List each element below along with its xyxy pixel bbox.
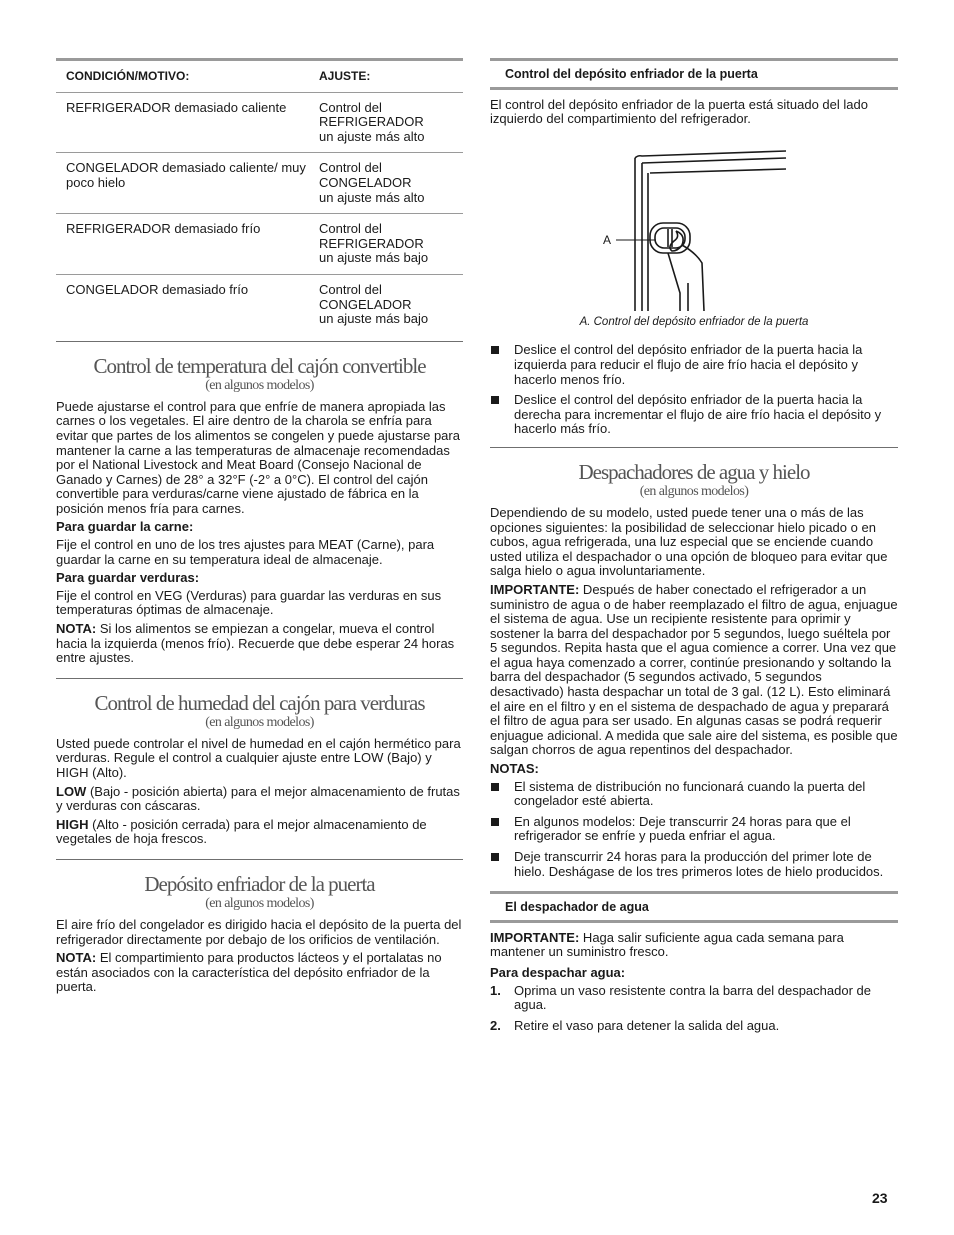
adjustment-table	[56, 58, 463, 335]
subsection-heading: Control del depósito enfriador de la puerta	[490, 58, 898, 90]
table-cell-adjustment: Control del CONGELADOR un ajuste más alto	[309, 153, 463, 214]
list-item: Deslice el control del depósito enfriador de la puerta hacia la izquierda para reducir el flujo de aire frío hacia el depósito y hacerlo menos frío.	[490, 343, 898, 387]
table-cell-condition: REFRIGERADOR demasiado caliente	[56, 92, 309, 153]
paragraph: El control del depósito enfriador de la puerta está situado del lado izquierdo del compartimiento del refrigerador.	[490, 96, 868, 127]
paragraph: Fije el control en VEG (Verduras) para guardar las verduras en sus temperaturas óptimas de almacenaje.	[56, 587, 442, 618]
subheading: Para despachar agua:	[490, 964, 626, 980]
bullet-list	[490, 343, 898, 437]
table-header: CONDICIÓN/MOTIVO:	[56, 60, 309, 93]
important-paragraph: IMPORTANTE: Después de haber conectado el refrigerador a un suministro de agua o de haber reemplazado el filtro de agua, enjuague el sistema de agua. Use un recipiente resistente para oprimir y sostener la barra del despachador por 5 segundos, luego suéltela por 5 segundos. Repita hasta que el agua comience a correr. Una vez que el agua haya comenzado a correr, continúe presionando y soltando la barra del despachador (5 segundos activado, 5 segundos desactivado) hasta despachar un total de 3 gal. (12 L). Esto eliminará el aire en el filtro y en el sistema de despachado de agua y preparará el filtro de agua para ser usado. En algunas casas se podrá requerir enjuague adicional. A medida que sale aire del sistema, es posible que salgan chorros de agua repentinos del despachador.	[490, 581, 898, 758]
list-item: Deje transcurrir 24 horas para la producción del primer lote de hielo. Deshágase de los tres primeros lotes de hielo producidos.	[490, 850, 898, 879]
section-title: Depósito enfriador de la puerta	[144, 871, 375, 896]
table-cell-adjustment: Control del REFRIGERADOR un ajuste más bajo	[309, 214, 463, 275]
paragraph-low: LOW (Bajo - posición abierta) para el mejor almacenamiento de frutas y verduras con cáscaras.	[56, 783, 460, 814]
section-convertible	[56, 341, 463, 666]
list-item: El sistema de distribución no funcionará cuando la puerta del congelador esté abierta.	[490, 780, 898, 809]
page-number: 23	[872, 1190, 888, 1206]
door-chiller-illustration	[490, 133, 898, 311]
section-subtitle: (en algunos modelos)	[205, 377, 314, 393]
figure-caption: A. Control del depósito enfriador de la puerta	[579, 315, 809, 328]
subheading: NOTAS:	[490, 761, 539, 777]
table-header-row	[56, 60, 463, 93]
left-column	[56, 58, 463, 999]
section-subtitle: (en algunos modelos)	[205, 714, 314, 730]
section-dispensers	[490, 447, 898, 879]
square-bullet-icon	[491, 346, 499, 354]
section-title: Control de temperatura del cajón convertible	[93, 353, 426, 378]
paragraph: Puede ajustarse el control para que enfríe de manera apropiada las carnes o los vegetales. El aire dentro de la charola se enfría para evitar que partes de los alimentos se congelen y puede ajustarse para mantener la carne a las temperaturas de almacenaje recomendadas por el National Livestock and Meat Board (Consejo Nacional de Ganado y Carnes) de 28° a 32°F (-2° a 0°C). El control del cajón convertible para verduras/carne viene ajustado de fábrica en la posición menos fría para carnes.	[56, 398, 460, 516]
right-column	[490, 58, 898, 1039]
paragraph: Dependiendo de su modelo, usted puede tener una o más de las opciones siguientes: la posibilidad de seleccionar hielo picado o en cubos, agua refrigerada, una luz especial que se enciende cuando usted utiliza el despachador o una opción de bloqueo para evitar que salga hielo o agua involuntariamente.	[490, 504, 888, 579]
paragraph: El aire frío del congelador es dirigido hacia el depósito de la puerta del refrigerador directamente por debajo de los orificios de ventilación.	[56, 916, 462, 947]
section-humidity	[56, 678, 463, 847]
important-paragraph: IMPORTANTE: Haga salir suficiente agua cada semana para mantener un suministro fresco.	[490, 929, 844, 960]
table-row	[56, 214, 463, 275]
table-cell-condition: REFRIGERADOR demasiado frío	[56, 214, 309, 275]
table-header: AJUSTE:	[309, 60, 463, 93]
list-item: Deslice el control del depósito enfriador de la puerta hacia la derecha para incrementar el flujo de aire frío hacia el depósito y hacerlo más frío.	[490, 393, 898, 437]
table-cell-condition: CONGELADOR demasiado frío	[66, 281, 249, 297]
subheading: Para guardar verduras:	[56, 570, 200, 586]
section-chiller	[56, 859, 463, 995]
steps-list	[490, 984, 898, 1034]
paragraph: Fije el control en uno de los tres ajustes para MEAT (Carne), para guardar la carne en su temperatura ideal de almacenaje.	[56, 537, 435, 567]
section-title: Control de humedad del cajón para verduras	[94, 690, 425, 715]
table-cell-condition: CONGELADOR demasiado caliente/ muy poco hielo	[56, 153, 309, 214]
table-cell-adjustment: Control del REFRIGERADOR un ajuste más alto	[309, 92, 463, 153]
figure-label: A	[603, 232, 612, 247]
note-paragraph: NOTA: Si los alimentos se empiezan a congelar, mueva el control hacia la izquierda (menos frío). Recuerde que debe esperar 24 horas entre ajustes.	[56, 621, 455, 666]
list-item: 2. Retire el vaso para detener la salida del agua.	[490, 1017, 780, 1033]
section-title: Despachadores de agua y hielo	[578, 459, 810, 484]
square-bullet-icon	[491, 783, 499, 791]
subsection-heading: El despachador de agua	[490, 891, 898, 923]
notes-list	[490, 780, 898, 880]
subheading: Para guardar la carne:	[56, 519, 194, 535]
table-row	[56, 153, 463, 214]
section-subtitle: (en algunos modelos)	[205, 895, 314, 911]
square-bullet-icon	[491, 396, 499, 404]
paragraph: Usted puede controlar el nivel de humedad en el cajón hermético para verduras. Regule el control a cualquier ajuste entre LOW (Bajo) y HIGH (Alto).	[56, 735, 461, 780]
square-bullet-icon	[491, 818, 499, 826]
square-bullet-icon	[491, 853, 499, 861]
section-subtitle: (en algunos modelos)	[639, 483, 749, 499]
list-item: En algunos modelos: Deje transcurrir 24 horas para que el refrigerador se enfríe y pueda enfriar el agua.	[490, 815, 898, 844]
list-item: 1. Oprima un vaso resistente contra la barra del despachador de agua.	[490, 982, 871, 1013]
note-paragraph: NOTA: El compartimiento para productos lácteos y el portalatas no están asociados con la característica del depósito enfriador de la puerta.	[56, 950, 442, 995]
table-row	[56, 92, 463, 153]
table-row	[56, 274, 463, 334]
paragraph-high: HIGH (Alto - posición cerrada) para el mejor almacenamiento de vegetales de hoja frescos.	[56, 816, 427, 847]
table-cell-adjustment: Control del CONGELADOR un ajuste más bajo	[319, 281, 429, 327]
chiller-control-figure	[490, 133, 898, 311]
